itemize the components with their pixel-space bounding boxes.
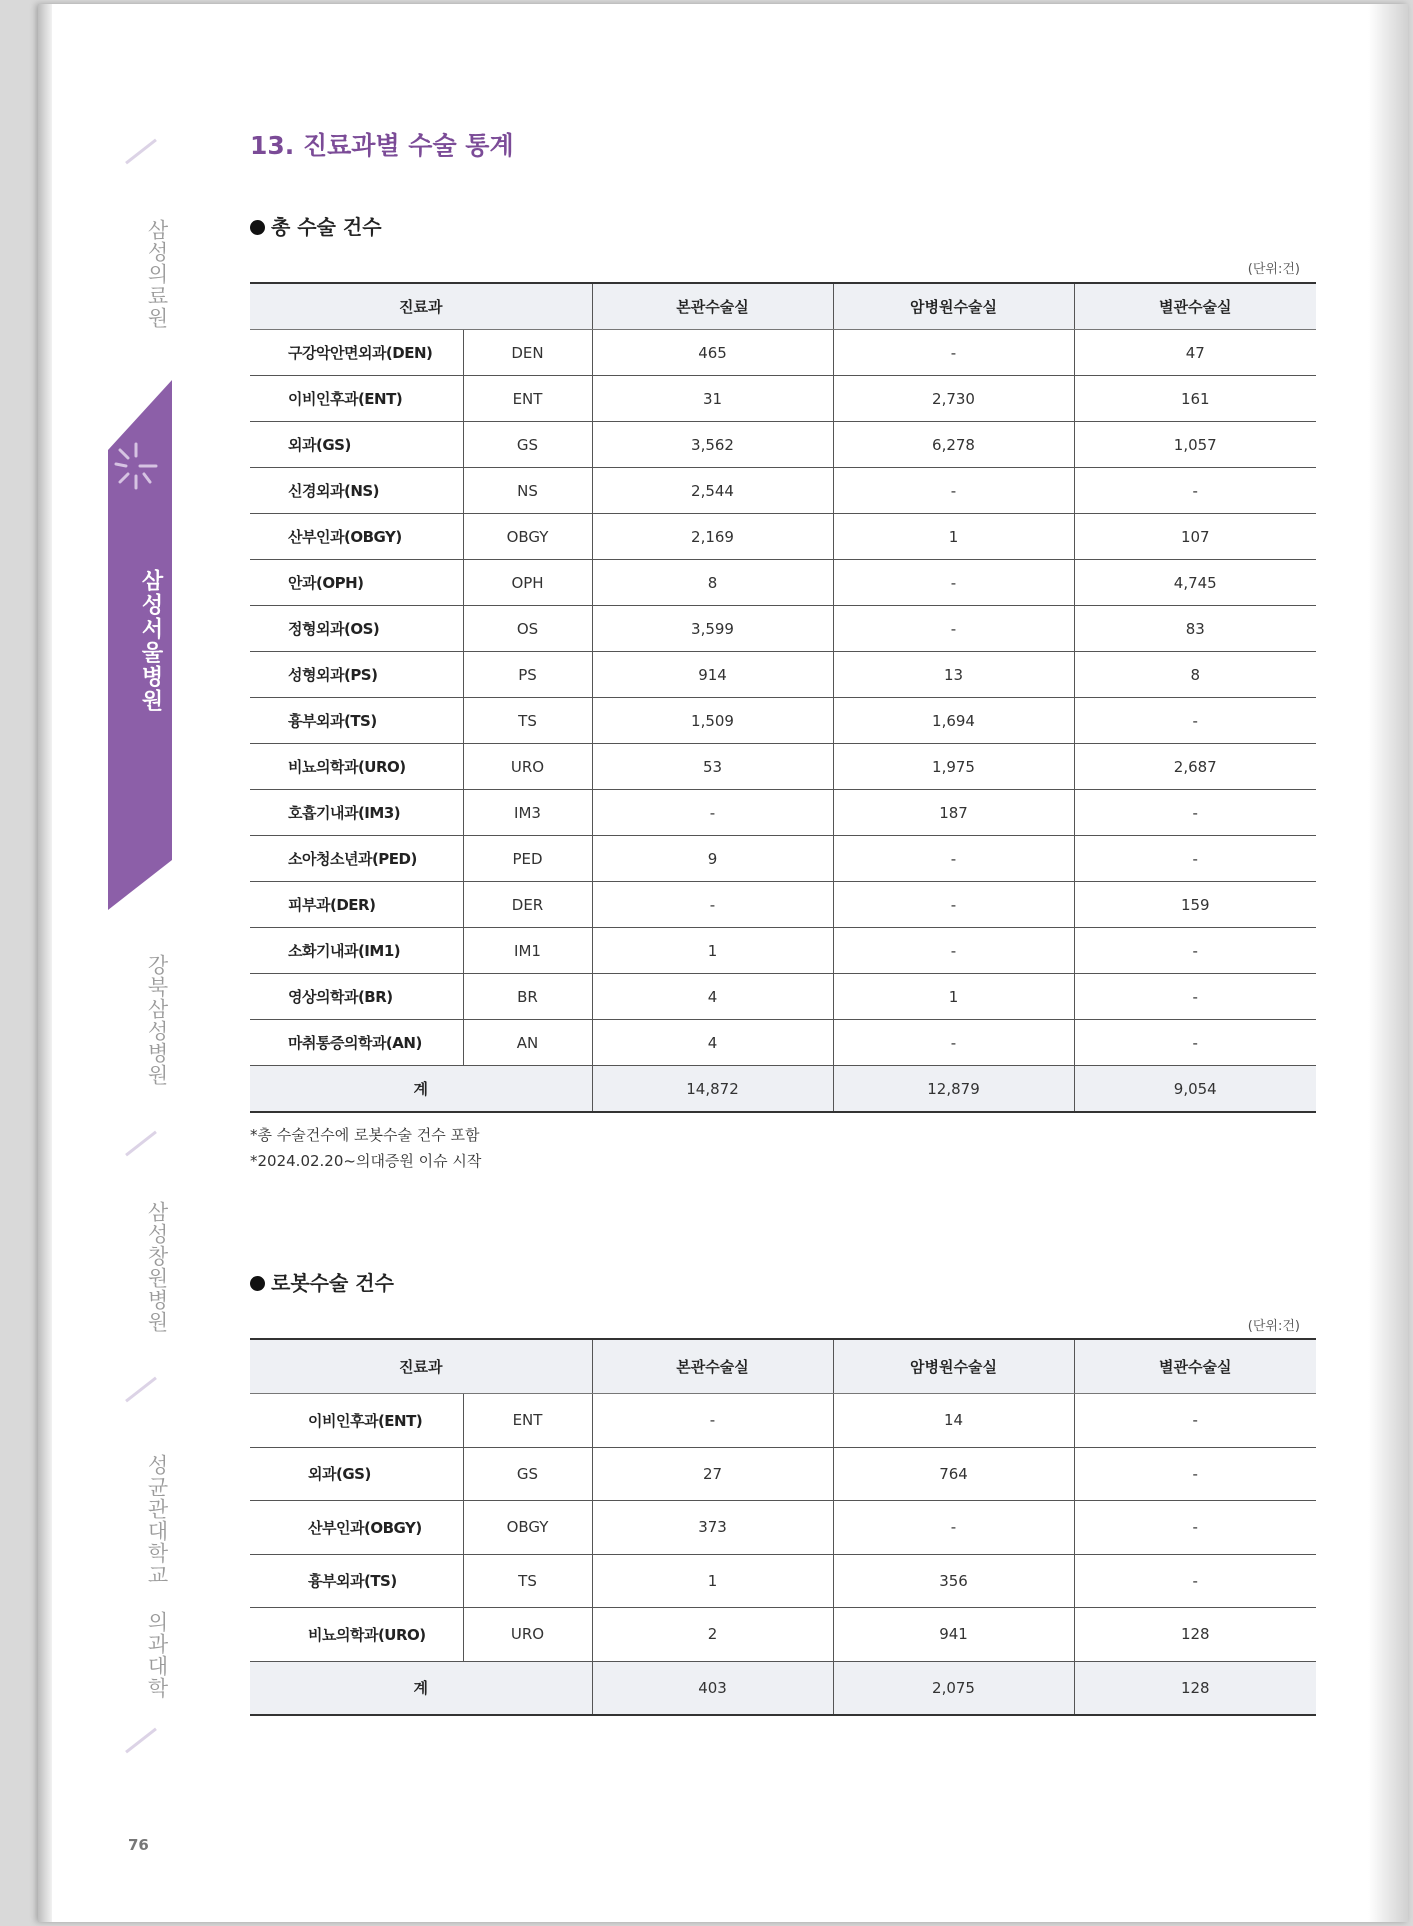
total-annex-or: 128 xyxy=(1074,1661,1316,1715)
code-cell: IM1 xyxy=(463,928,592,974)
department-cell: 산부인과(OBGY) xyxy=(250,514,463,560)
header-cancer-or: 암병원수술실 xyxy=(833,283,1074,330)
total-label: 계 xyxy=(250,1066,592,1113)
cancer-or-cell: - xyxy=(833,1020,1074,1066)
cancer-or-cell: - xyxy=(833,882,1074,928)
cancer-or-cell: 356 xyxy=(833,1554,1074,1608)
annex-or-cell: 47 xyxy=(1074,330,1316,376)
annex-or-cell: - xyxy=(1074,928,1316,974)
department-cell: 정형외과(OS) xyxy=(250,606,463,652)
cancer-or-cell: 1 xyxy=(833,974,1074,1020)
header-main-or: 본관수술실 xyxy=(592,1339,833,1394)
total-main-or: 14,872 xyxy=(592,1066,833,1113)
main-or-cell: 4 xyxy=(592,1020,833,1066)
annex-or-cell: - xyxy=(1074,468,1316,514)
department-cell: 소화기내과(IM1) xyxy=(250,928,463,974)
code-cell: DER xyxy=(463,882,592,928)
side-nav-item-samsung-medical-center[interactable]: 삼성의료원 xyxy=(145,219,169,329)
cancer-or-cell: - xyxy=(833,928,1074,974)
table-row xyxy=(250,836,1316,882)
table-row xyxy=(250,560,1316,606)
table-row xyxy=(250,606,1316,652)
code-cell: URO xyxy=(463,1608,592,1662)
table-header-row xyxy=(250,283,1316,330)
main-or-cell: 3,562 xyxy=(592,422,833,468)
annex-or-cell: 83 xyxy=(1074,606,1316,652)
annex-or-cell: 1,057 xyxy=(1074,422,1316,468)
side-nav-item-samsung-changwon-hospital[interactable]: 삼성창원병원 xyxy=(145,1201,169,1333)
side-navigation xyxy=(38,4,208,1922)
section-title-robot-surgery xyxy=(250,1267,394,1296)
department-cell: 안과(OPH) xyxy=(250,560,463,606)
cancer-or-cell: 2,730 xyxy=(833,376,1074,422)
annex-or-cell: 2,687 xyxy=(1074,744,1316,790)
code-cell: GS xyxy=(463,422,592,468)
annex-or-cell: 161 xyxy=(1074,376,1316,422)
department-cell: 성형외과(PS) xyxy=(250,652,463,698)
table-row xyxy=(250,928,1316,974)
main-or-cell: 914 xyxy=(592,652,833,698)
header-annex-or: 별관수술실 xyxy=(1074,1339,1316,1394)
department-cell: 마취통증의학과(AN) xyxy=(250,1020,463,1066)
department-cell: 소아청소년과(PED) xyxy=(250,836,463,882)
section-title-total-surgery xyxy=(250,211,382,240)
code-cell: TS xyxy=(463,698,592,744)
cancer-or-cell: 1,975 xyxy=(833,744,1074,790)
annex-or-cell: - xyxy=(1074,974,1316,1020)
department-cell: 피부과(DER) xyxy=(250,882,463,928)
page-edge-shadow xyxy=(1368,4,1408,1922)
cancer-or-cell: - xyxy=(833,468,1074,514)
main-or-cell: 3,599 xyxy=(592,606,833,652)
side-nav-item-skku-medical-school[interactable]: 성균관대학교 의과대학 xyxy=(145,1454,169,1699)
total-main-or: 403 xyxy=(592,1661,833,1715)
unit-label: (단위:건) xyxy=(1247,262,1300,277)
table-row xyxy=(250,1554,1316,1608)
code-cell: OBGY xyxy=(463,514,592,560)
main-or-cell: 27 xyxy=(592,1447,833,1501)
table-row xyxy=(250,1501,1316,1555)
main-or-cell: 2,169 xyxy=(592,514,833,560)
cancer-or-cell: 13 xyxy=(833,652,1074,698)
table-row xyxy=(250,974,1316,1020)
table-row xyxy=(250,330,1316,376)
table-row xyxy=(250,468,1316,514)
cancer-or-cell: 764 xyxy=(833,1447,1074,1501)
annex-or-cell: 4,745 xyxy=(1074,560,1316,606)
main-or-cell: 4 xyxy=(592,974,833,1020)
main-or-cell: 1,509 xyxy=(592,698,833,744)
annex-or-cell: - xyxy=(1074,1020,1316,1066)
header-cancer-or: 암병원수술실 xyxy=(833,1339,1074,1394)
main-or-cell: 8 xyxy=(592,560,833,606)
table-row xyxy=(250,698,1316,744)
department-cell: 구강악안면외과(DEN) xyxy=(250,330,463,376)
department-cell: 외과(GS) xyxy=(250,1447,463,1501)
table-row xyxy=(250,1394,1316,1448)
department-cell: 호흡기내과(IM3) xyxy=(250,790,463,836)
side-nav-item-kangbuk-samsung-hospital[interactable]: 강북삼성병원 xyxy=(145,954,169,1086)
table-row xyxy=(250,1020,1316,1066)
table-row xyxy=(250,422,1316,468)
cancer-or-cell: 1,694 xyxy=(833,698,1074,744)
department-cell: 산부인과(OBGY) xyxy=(250,1501,463,1555)
bullet-icon xyxy=(250,220,265,235)
total-surgery-table xyxy=(250,282,1316,1113)
robot-surgery-table xyxy=(250,1338,1316,1716)
table-row xyxy=(250,652,1316,698)
code-cell: IM3 xyxy=(463,790,592,836)
table-row xyxy=(250,744,1316,790)
code-cell: OPH xyxy=(463,560,592,606)
main-or-cell: - xyxy=(592,882,833,928)
unit-label: (단위:건) xyxy=(1247,1319,1300,1334)
main-or-cell: - xyxy=(592,790,833,836)
total-cancer-or: 12,879 xyxy=(833,1066,1074,1113)
code-cell: BR xyxy=(463,974,592,1020)
code-cell: PED xyxy=(463,836,592,882)
department-cell: 비뇨의학과(URO) xyxy=(250,744,463,790)
total-label: 계 xyxy=(250,1661,592,1715)
annex-or-cell: - xyxy=(1074,1501,1316,1555)
department-cell: 이비인후과(ENT) xyxy=(250,1394,463,1448)
department-cell: 흉부외과(TS) xyxy=(250,1554,463,1608)
main-or-cell: 373 xyxy=(592,1501,833,1555)
department-cell: 신경외과(NS) xyxy=(250,468,463,514)
section-title-text: 총 수술 건수 xyxy=(271,215,382,239)
main-or-cell: - xyxy=(592,1394,833,1448)
code-cell: OBGY xyxy=(463,1501,592,1555)
main-or-cell: 2 xyxy=(592,1608,833,1662)
department-cell: 비뇨의학과(URO) xyxy=(250,1608,463,1662)
department-cell: 영상의학과(BR) xyxy=(250,974,463,1020)
table-row xyxy=(250,1608,1316,1662)
cancer-or-cell: - xyxy=(833,606,1074,652)
page-number: 76 xyxy=(128,1836,149,1854)
section-title-text: 로봇수술 건수 xyxy=(271,1271,394,1295)
cancer-or-cell: 187 xyxy=(833,790,1074,836)
department-cell: 이비인후과(ENT) xyxy=(250,376,463,422)
main-or-cell: 31 xyxy=(592,376,833,422)
annex-or-cell: 107 xyxy=(1074,514,1316,560)
department-cell: 흉부외과(TS) xyxy=(250,698,463,744)
annex-or-cell: 128 xyxy=(1074,1608,1316,1662)
department-cell: 외과(GS) xyxy=(250,422,463,468)
annex-or-cell: - xyxy=(1074,1394,1316,1448)
total-row xyxy=(250,1661,1316,1715)
main-or-cell: 1 xyxy=(592,928,833,974)
side-nav-item-samsung-seoul-hospital[interactable]: 삼성서울병원 xyxy=(138,569,163,713)
annex-or-cell: 159 xyxy=(1074,882,1316,928)
annex-or-cell: 8 xyxy=(1074,652,1316,698)
code-cell: TS xyxy=(463,1554,592,1608)
table-row xyxy=(250,514,1316,560)
divider-slash xyxy=(125,139,157,165)
cancer-or-cell: - xyxy=(833,560,1074,606)
divider-slash xyxy=(125,1728,157,1754)
table-header-row xyxy=(250,1339,1316,1394)
code-cell: DEN xyxy=(463,330,592,376)
code-cell: GS xyxy=(463,1447,592,1501)
total-annex-or: 9,054 xyxy=(1074,1066,1316,1113)
divider-slash xyxy=(125,1377,157,1403)
main-or-cell: 53 xyxy=(592,744,833,790)
annex-or-cell: - xyxy=(1074,1554,1316,1608)
table-row xyxy=(250,882,1316,928)
bullet-icon xyxy=(250,1276,265,1291)
cancer-or-cell: - xyxy=(833,330,1074,376)
annex-or-cell: - xyxy=(1074,1447,1316,1501)
cancer-or-cell: - xyxy=(833,1501,1074,1555)
header-annex-or: 별관수술실 xyxy=(1074,283,1316,330)
code-cell: ENT xyxy=(463,376,592,422)
annex-or-cell: - xyxy=(1074,836,1316,882)
cancer-or-cell: 6,278 xyxy=(833,422,1074,468)
annex-or-cell: - xyxy=(1074,790,1316,836)
table-row xyxy=(250,1447,1316,1501)
header-department: 진료과 xyxy=(250,283,592,330)
header-department: 진료과 xyxy=(250,1339,592,1394)
code-cell: NS xyxy=(463,468,592,514)
footnote: *총 수술건수에 로봇수술 건수 포함 xyxy=(250,1126,480,1144)
table-row xyxy=(250,790,1316,836)
total-row xyxy=(250,1066,1316,1113)
cancer-or-cell: 1 xyxy=(833,514,1074,560)
cancer-or-cell: - xyxy=(833,836,1074,882)
code-cell: OS xyxy=(463,606,592,652)
sparkle-icon xyxy=(110,440,162,492)
document-page xyxy=(38,4,1408,1922)
table-row xyxy=(250,376,1316,422)
cancer-or-cell: 941 xyxy=(833,1608,1074,1662)
footnote: *2024.02.20~의대증원 이슈 시작 xyxy=(250,1152,482,1170)
divider-slash xyxy=(125,1131,157,1157)
header-main-or: 본관수술실 xyxy=(592,283,833,330)
code-cell: PS xyxy=(463,652,592,698)
code-cell: URO xyxy=(463,744,592,790)
main-or-cell: 2,544 xyxy=(592,468,833,514)
page-title: 13. 진료과별 수술 통계 xyxy=(250,131,514,160)
main-or-cell: 9 xyxy=(592,836,833,882)
annex-or-cell: - xyxy=(1074,698,1316,744)
main-or-cell: 465 xyxy=(592,330,833,376)
code-cell: ENT xyxy=(463,1394,592,1448)
code-cell: AN xyxy=(463,1020,592,1066)
main-or-cell: 1 xyxy=(592,1554,833,1608)
total-cancer-or: 2,075 xyxy=(833,1661,1074,1715)
cancer-or-cell: 14 xyxy=(833,1394,1074,1448)
